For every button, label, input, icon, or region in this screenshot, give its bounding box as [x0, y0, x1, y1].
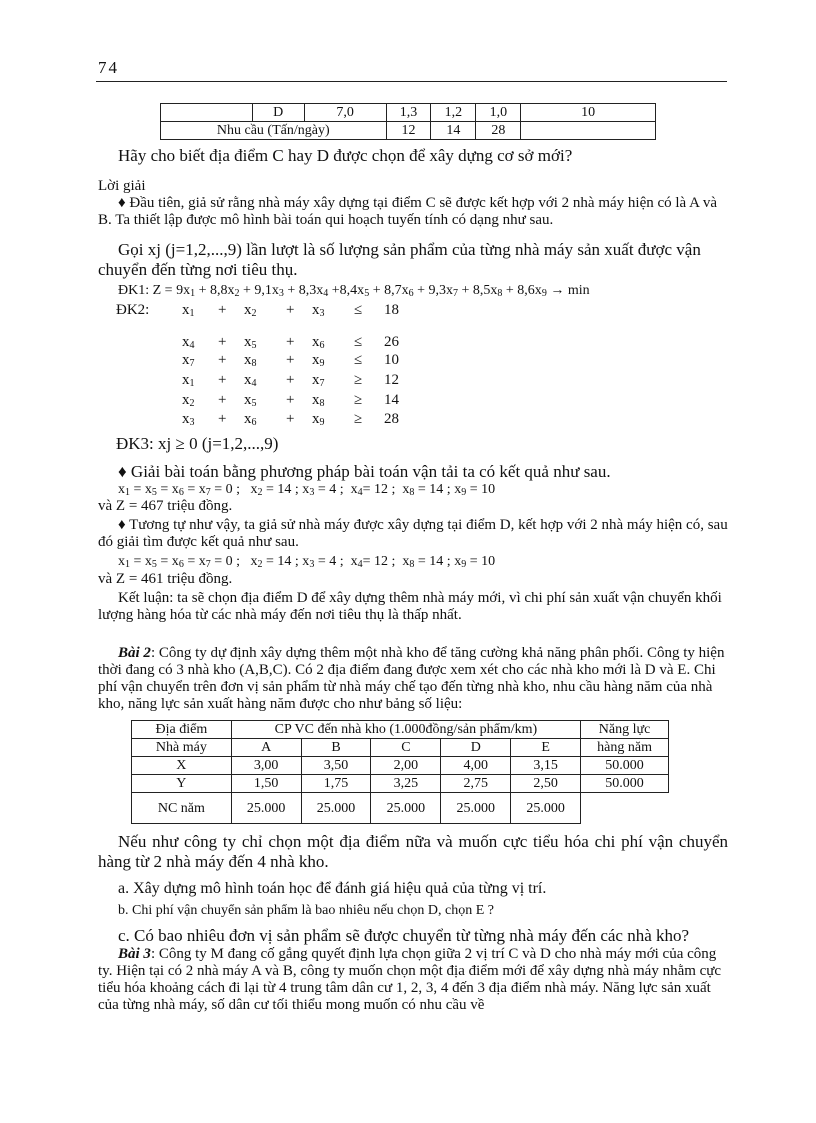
- item-c: c. Có bao nhiêu đơn vị sản phẩm sẽ được chuyển từ từng nhà máy đến các nhà kho?: [118, 926, 690, 945]
- para-3: ♦ Giải bài toán bằng phương pháp bài toán vận tải ta có kết quả như sau.: [118, 462, 611, 481]
- solution-title: Lời giải: [98, 178, 146, 194]
- bai-2-label: Bài 2: [118, 645, 151, 661]
- para-1: ♦ Đầu tiên, giả sử rằng nhà máy xây dựng tại điểm C sẽ được kết hợp với 2 nhà máy hiện có là A và B. Ta thiết lập được mô hình bài toán qui hoạch tuyến tính có dạng như sau.: [98, 195, 718, 228]
- table-row: NC năm 25.000 25.000 25.000 25.000 25.000: [132, 793, 669, 824]
- para-4: ♦ Tương tự như vậy, ta giả sử nhà máy được xây dựng tại điểm D, kết hợp với 2 nhà máy hiện có, sau đó giải tìm được kết quả như sau.: [98, 517, 728, 550]
- result-1: $x_1 = x_5 = x_6 = x_7 = 0$ ; $x_2 = 14$ ; $x_3 = 4$ ; $x_4= 12$ ; $x_8 = 14$ ; $x_9 = 10$: [118, 482, 496, 498]
- objective-function: ĐK1: $Z = 9x_1 + 8,8x_2 + 9,1x_3 + 8,3x_4 +8,4x_5 + 8,7x_6 + 9,3x_7 + 8,5x_8 + 8,6x_9 \to \min$: [118, 283, 590, 299]
- item-a: a. Xây dựng mô hình toán học để đánh giá hiệu quả của từng vị trí.: [118, 880, 547, 897]
- para-2: Gọi xj (j=1,2,...,9) lần lượt là số lượng sản phẩm của từng nhà máy sản xuất được vận chuyển đến từng nơi tiêu thụ.: [98, 240, 701, 279]
- dk2-label: ĐK2:: [116, 302, 150, 318]
- question: Hãy cho biết địa điểm C hay D được chọn để xây dựng cơ sở mới?: [118, 146, 573, 165]
- table-row: Nhu cầu (Tấn/ngày) 12 14 28: [161, 122, 656, 140]
- table-header-row: Nhà máy A B C D E hàng năm: [132, 739, 669, 757]
- conclusion: Kết luận: ta sẽ chọn địa điểm D để xây dựng thêm nhà máy mới, vì chi phí sản xuất vận chuyển khối lượng hàng hóa từ các nhà máy đến nơi tiêu thụ là thấp nhất.: [98, 590, 722, 623]
- dk3: ĐK3: xj ≥ 0 (j=1,2,...,9): [116, 434, 279, 453]
- bai-3-label: Bài 3: [118, 946, 151, 962]
- page-number: 74: [98, 58, 119, 77]
- table-warehouse-costs: [131, 720, 669, 824]
- result-1-z: và Z = 467 triệu đồng.: [98, 498, 233, 514]
- table-header-row: Địa điểm CP VC đến nhà kho (1.000đồng/sản phẩm/km) Năng lực: [132, 721, 669, 739]
- result-2-z: và Z = 461 triệu đồng.: [98, 571, 233, 587]
- table-row: X 3,00 3,50 2,00 4,00 3,15 50.000: [132, 757, 669, 775]
- header-rule: [96, 81, 727, 82]
- item-b: b. Chi phí vận chuyển sản phẩm là bao nhiêu nếu chọn D, chọn E ?: [118, 903, 494, 918]
- table-transport-continued: [160, 103, 656, 140]
- result-2: $x_1 = x_5 = x_6 = x_7 = 0$ ; $x_2 = 14$ ; $x_3 = 4$ ; $x_4= 12$ ; $x_8 = 14$ ; $x_9 = 10$: [118, 554, 496, 570]
- table-row: Y 1,50 1,75 3,25 2,75 2,50 50.000: [132, 775, 669, 793]
- table-row: D 7,0 1,3 1,2 1,0 10: [161, 104, 656, 122]
- para-5: Nếu như công ty chỉ chọn một địa điểm nữa và muốn cực tiểu hóa chi phí vận chuyển hàng từ 2 nhà máy đến 4 nhà kho.: [98, 832, 728, 871]
- bai-2: Bài 2: Công ty dự định xây dựng thêm một nhà kho để tăng cường khả năng phân phối. Công ty hiện thời đang có 3 nhà kho (A,B,C). Có 2 địa điểm đang được xem xét cho các nhà kho mới là D và E. Chi phí vận chuyển trên đơn vị sản phẩm từ nhà máy chế tạo đến từng nhà kho, nhu cầu hàng năm của nhà kho, năng lực sản xuất hàng năm được cho như bảng số liệu:: [98, 645, 725, 712]
- bai-3: Bài 3: Công ty M đang cố gắng quyết định lựa chọn giữa 2 vị trí C và D cho nhà máy mới của công ty. Hiện tại có 2 nhà máy A và B, công ty muốn chọn một địa điểm mới để xây dựng nhà máy nhằm cực tiểu hóa khoảng cách đi lại từ 4 trung tâm dân cư 1, 2, 3, 4 đến 3 địa điểm nhà máy. Năng lực sản xuất của từng nhà máy, số dân cư tối thiểu mong muốn có nhu cầu về: [98, 946, 722, 1013]
